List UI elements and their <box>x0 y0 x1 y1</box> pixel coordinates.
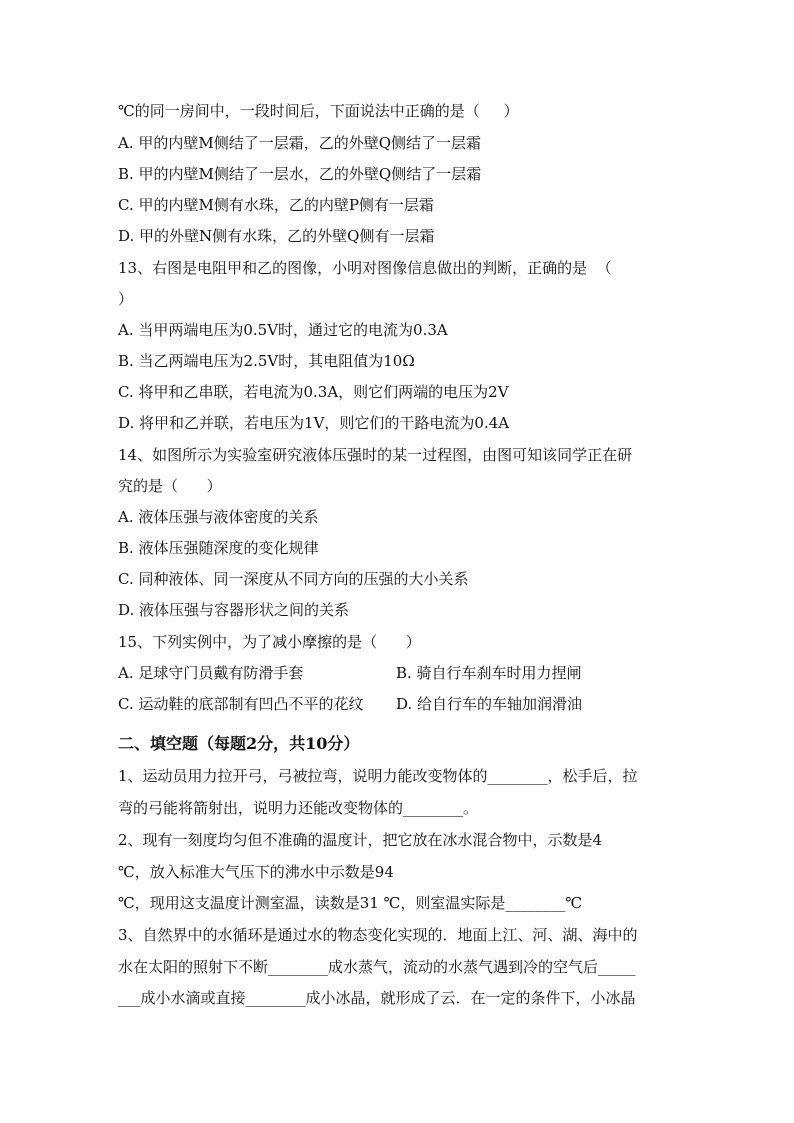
text-line: 究的是（ ） <box>118 477 222 495</box>
option-line: C. 同种液体、同一深度从不同方向的压强的大小关系 <box>118 570 469 588</box>
option-line: B. 液体压强随深度的变化规律 <box>118 539 319 557</box>
option-line: C. 运动鞋的底部制有凹凸不平的花纹 <box>118 695 364 713</box>
question-13: 13、右图是电阻甲和乙的图像，小明对图像信息做出的判断，正确的是 （ <box>118 259 612 277</box>
fill-question-1: 1、运动员用力拉开弓，弓被拉弯，说明力能改变物体的________，松手后，拉 <box>118 767 638 785</box>
text-line: ℃，放入标准大气压下的沸水中示数是94 <box>118 863 394 881</box>
text-line: ℃的同一房间中，一段时间后，下面说法中正确的是（ ） <box>118 102 519 120</box>
option-line: A. 甲的内壁M侧结了一层霜，乙的外壁Q侧结了一层霜 <box>118 134 482 152</box>
option-line: A. 液体压强与液体密度的关系 <box>118 508 319 526</box>
text-line: ℃，现用这支温度计测室温，读数是31 ℃，则室温实际是________℃ <box>118 894 583 912</box>
option-line: B. 骑自行车刹车时用力捏闸 <box>396 664 582 682</box>
option-line: A. 足球守门员戴有防滑手套 <box>118 664 304 682</box>
question-15: 15、下列实例中，为了减小摩擦的是（ ） <box>118 633 421 651</box>
fill-question-2: 2、现有一刻度均匀但不准确的温度计，把它放在冰水混合物中，示数是4 <box>118 831 603 849</box>
option-line: C. 将甲和乙串联，若电流为0.3A，则它们两端的电压为2V <box>118 383 509 401</box>
option-line: D. 将甲和乙并联，若电压为1V，则它们的干路电流为0.4A <box>118 414 510 432</box>
section-heading: 二、填空题（每题2分，共10分） <box>118 734 360 753</box>
option-line: B. 甲的内壁M侧结了一层水，乙的外壁Q侧结了一层霜 <box>118 165 482 183</box>
question-14: 14、如图所示为实验室研究液体压强时的某一过程图，由图可知该同学正在研 <box>118 446 633 464</box>
option-line: D. 给自行车的车轴加润滑油 <box>396 695 583 713</box>
text-line: ___成小水滴或直接________成小冰晶，就形成了云．在一定的条件下，小冰晶 <box>118 989 636 1007</box>
text-line: 弯的弓能将箭射出，说明力还能改变物体的________。 <box>118 799 479 817</box>
option-line: D. 液体压强与容器形状之间的关系 <box>118 601 350 619</box>
text-line: 水在太阳的照射下不断________成水蒸气，流动的水蒸气遇到冷的空气后_____ <box>118 958 636 976</box>
option-line: D. 甲的外壁N侧有水珠，乙的外壁Q侧有一层霜 <box>118 227 435 245</box>
fill-question-3: 3、自然界中的水循环是通过水的物态变化实现的．地面上江、河、湖、海中的 <box>118 926 638 944</box>
text-line: ） <box>118 290 134 308</box>
option-line: B. 当乙两端电压为2.5V时，其电阻值为10Ω <box>118 352 415 370</box>
option-line: C. 甲的内壁M侧有水珠，乙的内壁P侧有一层霜 <box>118 196 434 214</box>
option-line: A. 当甲两端电压为0.5V时，通过它的电流为0.3A <box>118 321 448 339</box>
